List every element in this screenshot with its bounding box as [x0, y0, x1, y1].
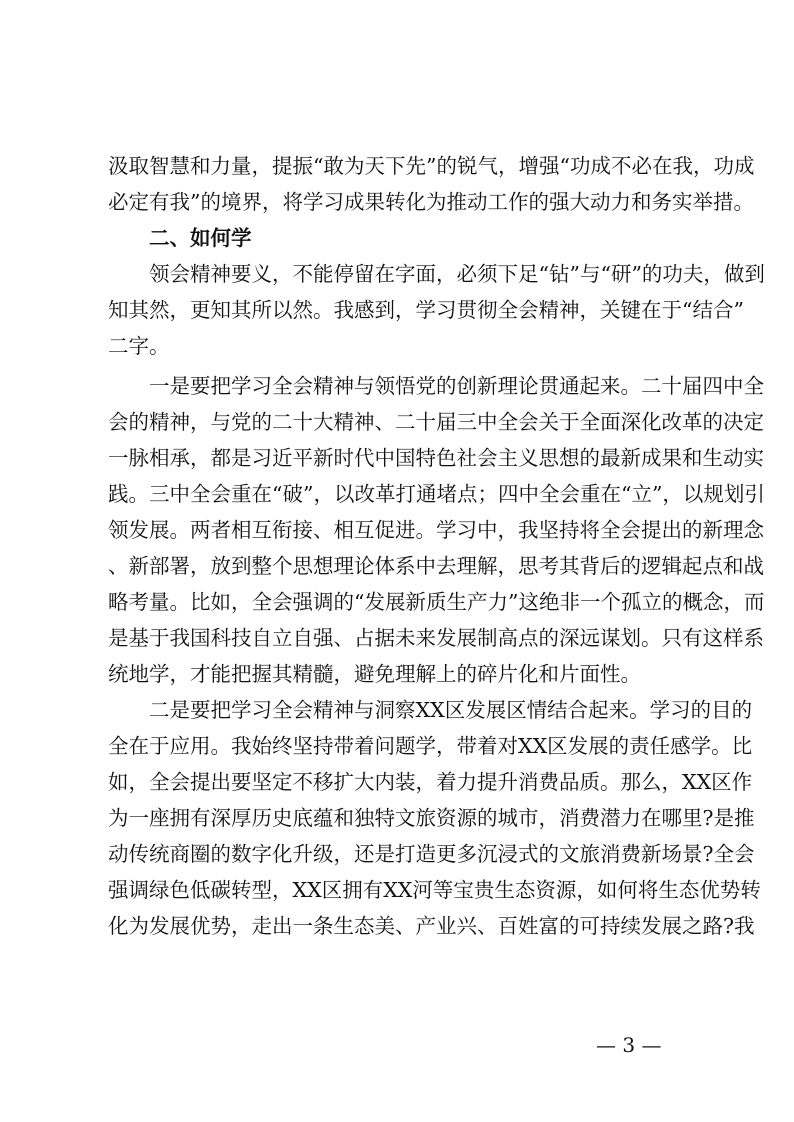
page-number: — 3 —: [596, 1033, 662, 1057]
text-line: 领发展。两者相互衔接、相互促进。学习中，我坚持将全会提出的新理念: [108, 518, 764, 542]
text-line: 略考量。比如，全会强调的“发展新质生产力”这绝非一个孤立的概念，而: [108, 590, 765, 614]
text-line: 化为发展优势，走出一条生态美、产业兴、百姓富的可持续发展之路?我: [108, 914, 755, 938]
text-line: 、新部署，放到整个思想理论体系中去理解，思考其背后的逻辑起点和战: [108, 554, 764, 578]
paragraph-3: [108, 692, 761, 944]
paragraph-1: [108, 256, 765, 364]
text-line: 动传统商圈的数字化升级，还是打造更多沉浸式的文旅消费新场景?全会: [108, 842, 755, 866]
text-line: 是基于我国科技自立自强、占据未来发展制高点的深远谋划。只有这样系: [108, 626, 764, 650]
text-line: 二是要把学习全会精神与洞察XX区发展区情结合起来。学习的目的: [149, 698, 753, 722]
text-line: 统地学，才能把握其精髓，避免理解上的碎片化和片面性。: [108, 662, 641, 686]
text-line: 强调绿色低碳转型，XX区拥有XX河等宝贵生态资源，如何将生态优势转: [108, 878, 761, 902]
text-line: 二字。: [108, 334, 170, 358]
text-line: 践。三中全会重在“破”，以改革打通堵点；四中全会重在“立”，以规划引: [108, 482, 765, 506]
text-line: 会的精神，与党的二十大精神、二十届三中全会关于全面深化改革的决定: [108, 410, 764, 434]
text-line: 一脉相承，都是习近平新时代中国特色社会主义思想的最新成果和生动实: [108, 446, 764, 470]
section-heading: 二、如何学: [149, 226, 252, 250]
text-line: 为一座拥有深厚历史底蕴和独特文旅资源的城市，消费潜力在哪里?是推: [108, 806, 755, 830]
text-line: 知其然，更知其所以然。我感到，学习贯彻全会精神，关键在于“结合”: [108, 298, 744, 322]
text-line: 如，全会提出要坚定不移扩大内装，着力提升消费品质。那么，XX区作: [108, 770, 753, 794]
document-page: [108, 148, 765, 944]
text-line: 一是要把学习全会精神与领悟党的创新理论贯通起来。二十届四中全: [149, 374, 764, 398]
text-line: 全在于应用。我始终坚持带着问题学，带着对XX区发展的责任感学。比: [108, 734, 753, 758]
text-line: 必定有我”的境界，将学习成果转化为推动工作的强大动力和务实举措。: [108, 190, 754, 214]
text-line: 领会精神要义，不能停留在字面，必须下足“钻”与“研”的功夫，做到: [149, 262, 765, 286]
paragraph-2: [108, 368, 765, 692]
paragraph-continued: [108, 148, 755, 220]
text-line: 汲取智慧和力量，提振“敢为天下先”的锐气，增强“功成不必在我，功成: [108, 154, 755, 178]
